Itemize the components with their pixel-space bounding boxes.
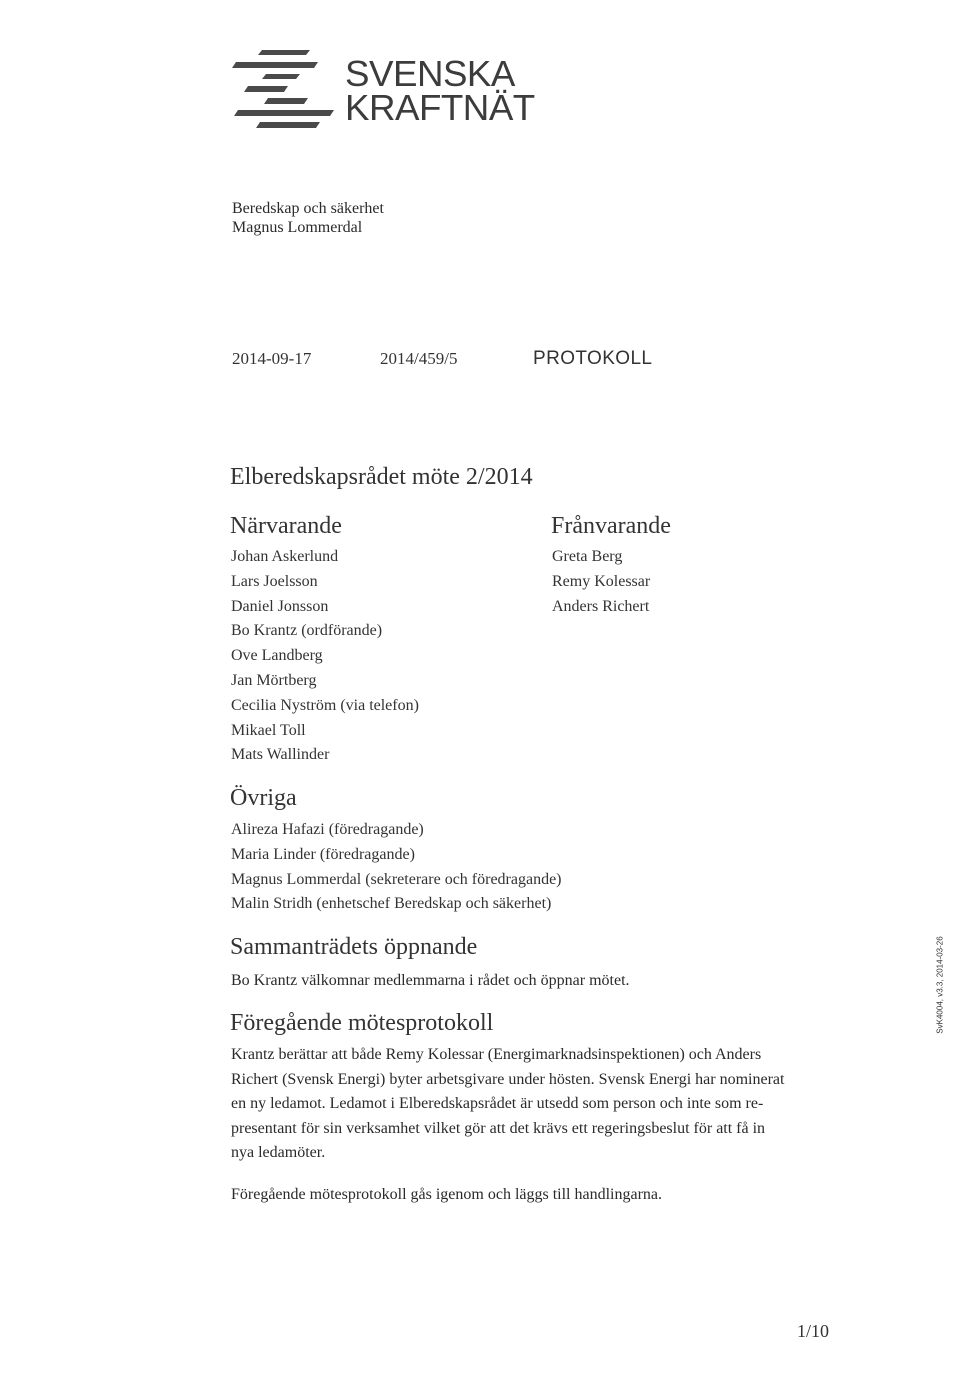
others-heading: Övriga	[230, 785, 297, 811]
list-item: Lars Joelsson	[231, 572, 318, 590]
list-item: Johan Askerlund	[231, 548, 339, 565]
logo-wordmark-line2: KRAFTNÄT	[345, 87, 535, 128]
sender-name: Magnus Lommerdal	[232, 219, 363, 236]
absent-heading: Frånvarande	[551, 513, 671, 539]
document-template-code: SvK4004, v3.3, 2014-03-26	[935, 936, 945, 1034]
list-item: Bo Krantz (ordförande)	[231, 622, 383, 640]
logo-wordmark-line1: SVENSKA	[345, 53, 515, 94]
others-list	[231, 818, 562, 917]
paragraph-line: Richert (Svensk Energi) byter arbetsgivare under hösten. Svensk Energi har nominerat	[231, 1070, 785, 1088]
opening-heading: Sammanträdets öppnande	[230, 934, 478, 960]
list-item: Maria Linder (föredragande)	[231, 845, 415, 863]
paragraph-line: nya ledamöter.	[231, 1144, 326, 1162]
logo-wordmark	[345, 53, 535, 128]
list-item: Alireza Hafazi (föredragande)	[231, 821, 424, 838]
previous-paragraph	[231, 1043, 784, 1166]
list-item: Remy Kolessar	[552, 572, 651, 590]
page-title: Elberedskapsrådet möte 2/2014	[230, 464, 533, 490]
paragraph-line: presentant för sin verksamhet vilket gör att det krävs ett regeringsbeslut för att få in	[231, 1119, 766, 1137]
list-item: Magnus Lommerdal (sekreterare och föredragande)	[231, 870, 562, 888]
list-item: Jan Mörtberg	[231, 671, 317, 689]
list-item: Ove Landberg	[231, 647, 323, 665]
page-number: 1/10	[797, 1321, 830, 1341]
absent-list	[552, 545, 650, 619]
list-item: Anders Richert	[552, 597, 650, 615]
document-type: PROTOKOLL	[533, 348, 653, 369]
list-item: Mats Wallinder	[231, 746, 330, 764]
present-heading: Närvarande	[230, 513, 342, 539]
paragraph-line: Krantz berättar att både Remy Kolessar (Energimarknadsinspektionen) och Anders	[231, 1046, 762, 1063]
logo-lines-icon	[232, 48, 336, 134]
document-date: 2014-09-17	[232, 349, 312, 368]
document-number: 2014/459/5	[380, 349, 458, 368]
list-item: Greta Berg	[552, 548, 623, 565]
opening-text: Bo Krantz välkomnar medlemmarna i rådet och öppnar mötet.	[231, 972, 630, 989]
list-item: Cecilia Nyström (via telefon)	[231, 696, 419, 714]
sender-block	[232, 199, 384, 237]
list-item: Daniel Jonsson	[231, 597, 329, 615]
list-item: Mikael Toll	[231, 721, 306, 739]
paragraph-line: en ny ledamot. Ledamot i Elberedskapsrådet är utsedd som person och inte som re-	[231, 1095, 764, 1113]
present-list	[231, 545, 419, 768]
list-item: Malin Stridh (enhetschef Beredskap och säkerhet)	[231, 895, 552, 913]
previous-closing: Föregående mötesprotokoll gås igenom och läggs till handlingarna.	[231, 1186, 663, 1203]
previous-heading: Föregående mötesprotokoll	[230, 1010, 494, 1036]
sender-unit: Beredskap och säkerhet	[232, 200, 384, 217]
